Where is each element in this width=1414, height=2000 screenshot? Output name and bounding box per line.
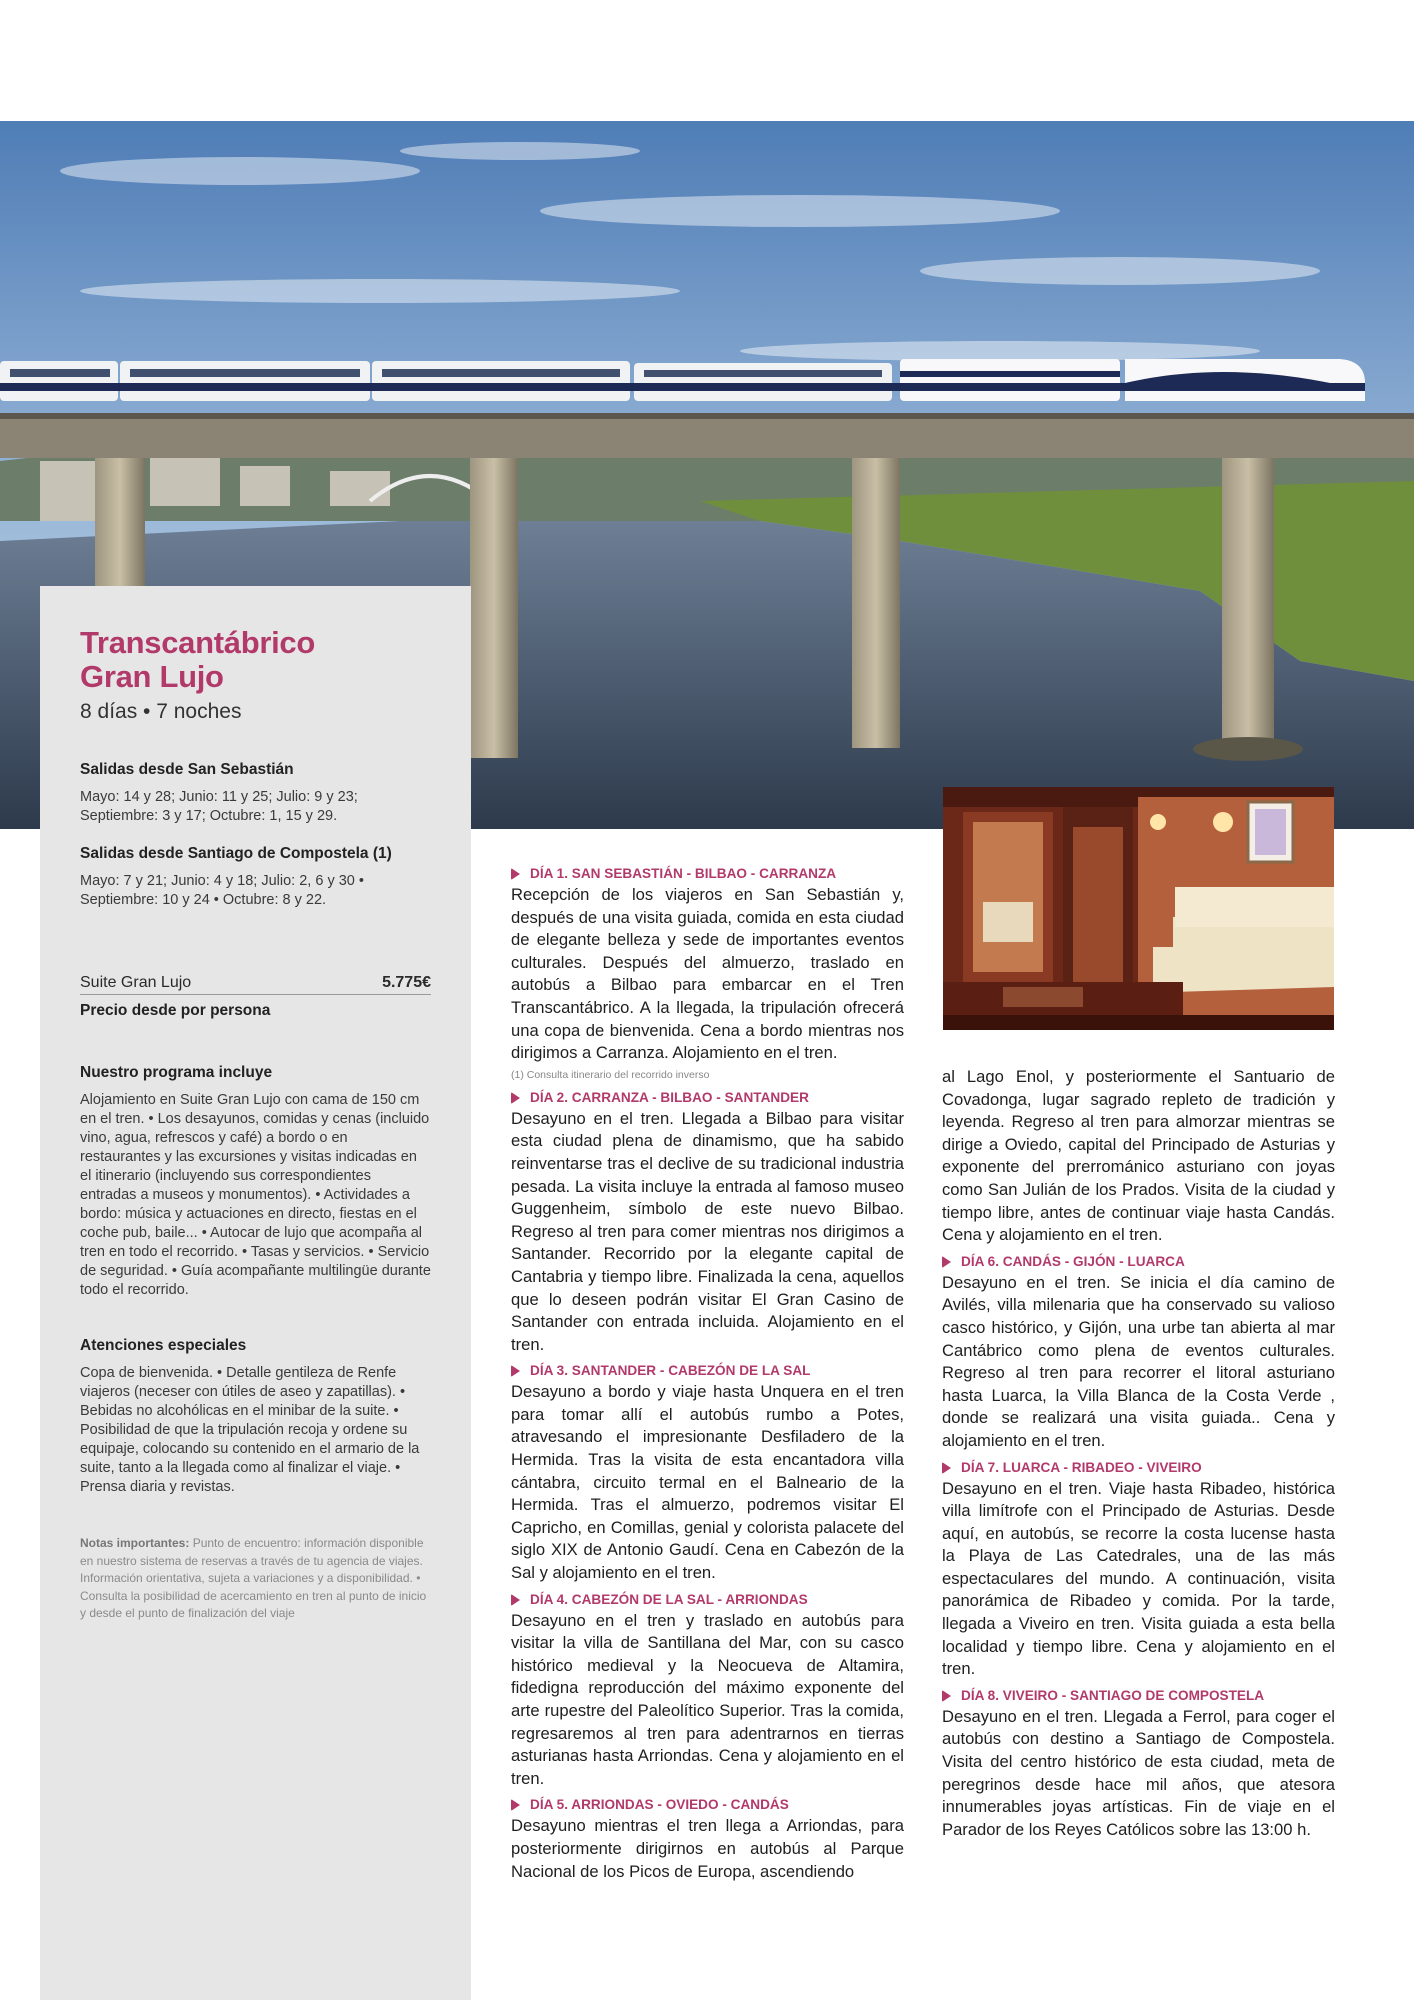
suite-interior-illustration [943,787,1334,1030]
trip-duration: 8 días • 7 noches [80,700,242,723]
special-heading: Atenciones especiales [80,1337,247,1354]
day8-heading [942,1686,1335,1706]
day2-heading [511,1088,904,1108]
day4-heading-text: DÍA 4. CABEZÓN DE LA SAL - ARRIONDAS [530,1591,808,1607]
suite-interior-photo [943,787,1334,1030]
day1-text: Recepción de los viajeros en San Sebastián y, después de una visita guiada, comida en esta ciudad de elegante belleza y sede de importantes eventos culturales. Después del almuerzo, traslado en autobús a Bilbao para embarcar en el Tren Transcantábrico. A la llegada, la tripulación ofrecerá una copa de bienvenida. Cena a bordo mientras nos dirigimos a Carranza. Alojamiento en el tren. [511,885,904,1063]
day4-heading [511,1590,904,1610]
viaduct-deck [0,416,1414,458]
day6-heading-text: DÍA 6. CANDÁS - GIJÓN - LUARCA [961,1253,1185,1269]
departures-santiago-dates: Mayo: 7 y 21; Junio: 4 y 18; Julio: 2, 6 y 30 • Septiembre: 10 y 24 • Octubre: 8 y 22. [80,873,364,908]
departures-san-sebastian-dates: Mayo: 14 y 28; Junio: 11 y 25; Julio: 9 y 23; Septiembre: 3 y 17; Octubre: 1, 15 y 29. [80,789,358,824]
day3-heading [511,1361,904,1381]
trip-title [80,626,431,694]
day-arrow-icon [942,1690,951,1702]
notes-label: Notas importantes: [80,1536,190,1550]
day6-text: Desayuno en el tren. Se inicia el día camino de Avilés, villa milenaria que ha conservado su valioso casco histórico, y Gijón, una urbe tan abierta al mar Cantábrico como plena de eventos culturales. Regreso al tren para recorrer el litoral asturiano hasta Luarca, la Villa Blanca de la Costa Verde , donde se realizará una visita guiada.. Cena y alojamiento en el tren. [942,1272,1335,1450]
day5-text: Desayuno mientras el tren llega a Arriondas, para posteriormente dirigirnos en autobús al Parque Nacional de los Picos de Europa, ascendiendo [511,1816,904,1881]
day7-heading-text: DÍA 7. LUARCA - RIBADEO - VIVEIRO [961,1459,1202,1475]
special-text: Copa de bienvenida. • Detalle gentileza de Renfe viajeros (neceser con útiles de aseo y zapatillas). • Bebidas no alcohólicas en el minibar de la suite. • Posibilidad de que la tripulación recoja y ordene su equipaje, colocando su contenido en el armario de la suite, tanto a la llegada como al finalizar el viaje. • Prensa diaria y revistas. [80,1365,420,1495]
day-arrow-icon [942,1256,951,1268]
departures-san-sebastian-heading: Salidas desde San Sebastián [80,761,294,778]
itinerary-column-1 [511,864,904,1883]
day4-text: Desayuno en el tren y traslado en autobús para visitar la villa de Santillana del Mar, con su casco histórico medieval y la Neocueva de Altamira, fidedigna reproducción del máximo exponente del arte rupestre del Paleolítico Superior. Tras la comida, regresaremos al tren para adentrarnos en tierras asturianas hasta Arriondas. Cena y alojamiento en el tren. [511,1610,904,1788]
day-arrow-icon [942,1462,951,1474]
day1-heading-text: DÍA 1. SAN SEBASTIÁN - BILBAO - CARRANZA [530,866,837,881]
day8-text: Desayuno en el tren. Llegada a Ferrol, para coger el autobús con destino a Santiago de Compostela. Visita del centro histórico de esta ciudad, meta de peregrinos desde hace mil años, que atesora innumerables joyas artísticas. Fin de viaje en el Parador de los Reyes Católicos sobre las 13:00 h. [942,1706,1335,1839]
price-row [80,974,431,995]
day2-heading-text: DÍA 2. CARRANZA - BILBAO - SANTANDER [530,1089,809,1105]
day-arrow-icon [511,868,520,880]
notes-text: Punto de encuentro: información disponible en nuestro sistema de reservas a través de tu agencia de viajes. Información orientativa, sujeta a variaciones y a disponibilidad. • Consulta la posibilidad de acercamiento en tren al punto de inicio y desde el punto de finalización del viaje [80,1536,427,1620]
day7-text: Desayuno en el tren. Viaje hasta Ribadeo, histórica villa limítrofe con el Principado de Asturias. Desde aquí, en autobús, se recorre la costa lucense hasta la Playa de Las Catedrales, una de las más espectaculares del mundo. A continuación, visita panorámica de Ribadeo y comida. Por la tarde, llegada a Viveiro en tren. Visita guiada a esta bella localidad y tiempo libre. Cena y alojamiento en el tren. [942,1478,1335,1679]
important-notes [80,1535,431,1623]
price-value: 5.775€ [382,974,431,991]
day2-text: Desayuno en el tren. Llegada a Bilbao para visitar esta ciudad plena de dinamismo, que ha sabido reinventarse tras el declive de su tradicional industria pesada. La visita incluye la entrada al famoso museo Guggenheim, símbolo de este nuevo Bilbao. Regreso al tren para comer mientras nos dirigimos a Santander. Recorrido por la elegante capital de Cantabria y tiempo libre. Finalizada la cena, aquellos que lo deseen podrán visitar El Gran Casino de Santander con entrada incluida. Alojamiento en el tren. [511,1108,904,1354]
trip-title-line2: Gran Lujo [80,659,224,694]
day3-heading-text: DÍA 3. SANTANDER - CABEZÓN DE LA SAL [530,1363,811,1379]
departures-santiago-heading: Salidas desde Santiago de Compostela (1) [80,845,392,862]
train [0,359,1365,401]
day8-heading-text: DÍA 8. VIVEIRO - SANTIAGO DE COMPOSTELA [961,1687,1265,1703]
day-arrow-icon [511,1799,520,1811]
trip-title-line1: Transcantábrico [80,625,315,660]
day-arrow-icon [511,1594,520,1606]
day1-footnote: (1) Consulta itinerario del recorrido inverso [511,1068,710,1081]
day-arrow-icon [511,1092,520,1104]
day6-heading [942,1252,1335,1272]
itinerary-column-2 [942,1066,1335,1841]
price-caption: Precio desde por persona [80,1002,271,1019]
includes-heading: Nuestro programa incluye [80,1064,273,1081]
day-arrow-icon [511,1365,520,1377]
trip-summary-panel [40,586,471,2000]
day1-heading [511,864,904,884]
day5-heading [511,1795,904,1815]
price-label: Suite Gran Lujo [80,974,192,991]
includes-text: Alojamiento en Suite Gran Lujo con cama de 150 cm en el tren. • Los desayunos, comidas y cenas (incluido vino, agua, refrescos y café) a bordo o en restaurantes y las excursiones y visitas indicadas en el itinerario (incluyendo sus correspondientes entradas a museos y monumentos). • Actividades a bordo: música y actuaciones en directo, fiestas en el coche pub, baile... • Autocar de lujo que acompaña al tren en todo el recorrido. • Tasas y servicios. • Servicio de seguridad. • Guía acompañante multilingüe durante todo el recorrido. [80,1092,431,1298]
day7-heading [942,1458,1335,1478]
day5-heading-text: DÍA 5. ARRIONDAS - OVIEDO - CANDÁS [530,1797,789,1813]
day3-text: Desayuno a bordo y viaje hasta Unquera en el tren para tomar allí el autobús rumbo a Potes, atravesando el impresionante Desfiladero de la Hermida. Tras la visita de esta encantadora villa cántabra, circuito termal en el Balneario de la Hermida. Tras el almuerzo, podremos visitar El Capricho, en Comillas, genial y colorista palacete del siglo XIX de Antonio Gaudí. Cena en Cabezón de la Sal y alojamiento en el tren. [511,1382,904,1583]
day5-text-continued: al Lago Enol, y posteriormente el Santuario de Covadonga, lugar sagrado repleto de tradición y leyenda. Regreso al tren para almorzar mientras se dirige a Oviedo, capital del Principado de Asturias y exponente del prerrománico asturiano con joyas como San Julián de los Prados. Visita de la ciudad y tiempo libre, antes de continuar viaje hasta Candás. Cena y alojamiento en el tren. [942,1067,1335,1245]
